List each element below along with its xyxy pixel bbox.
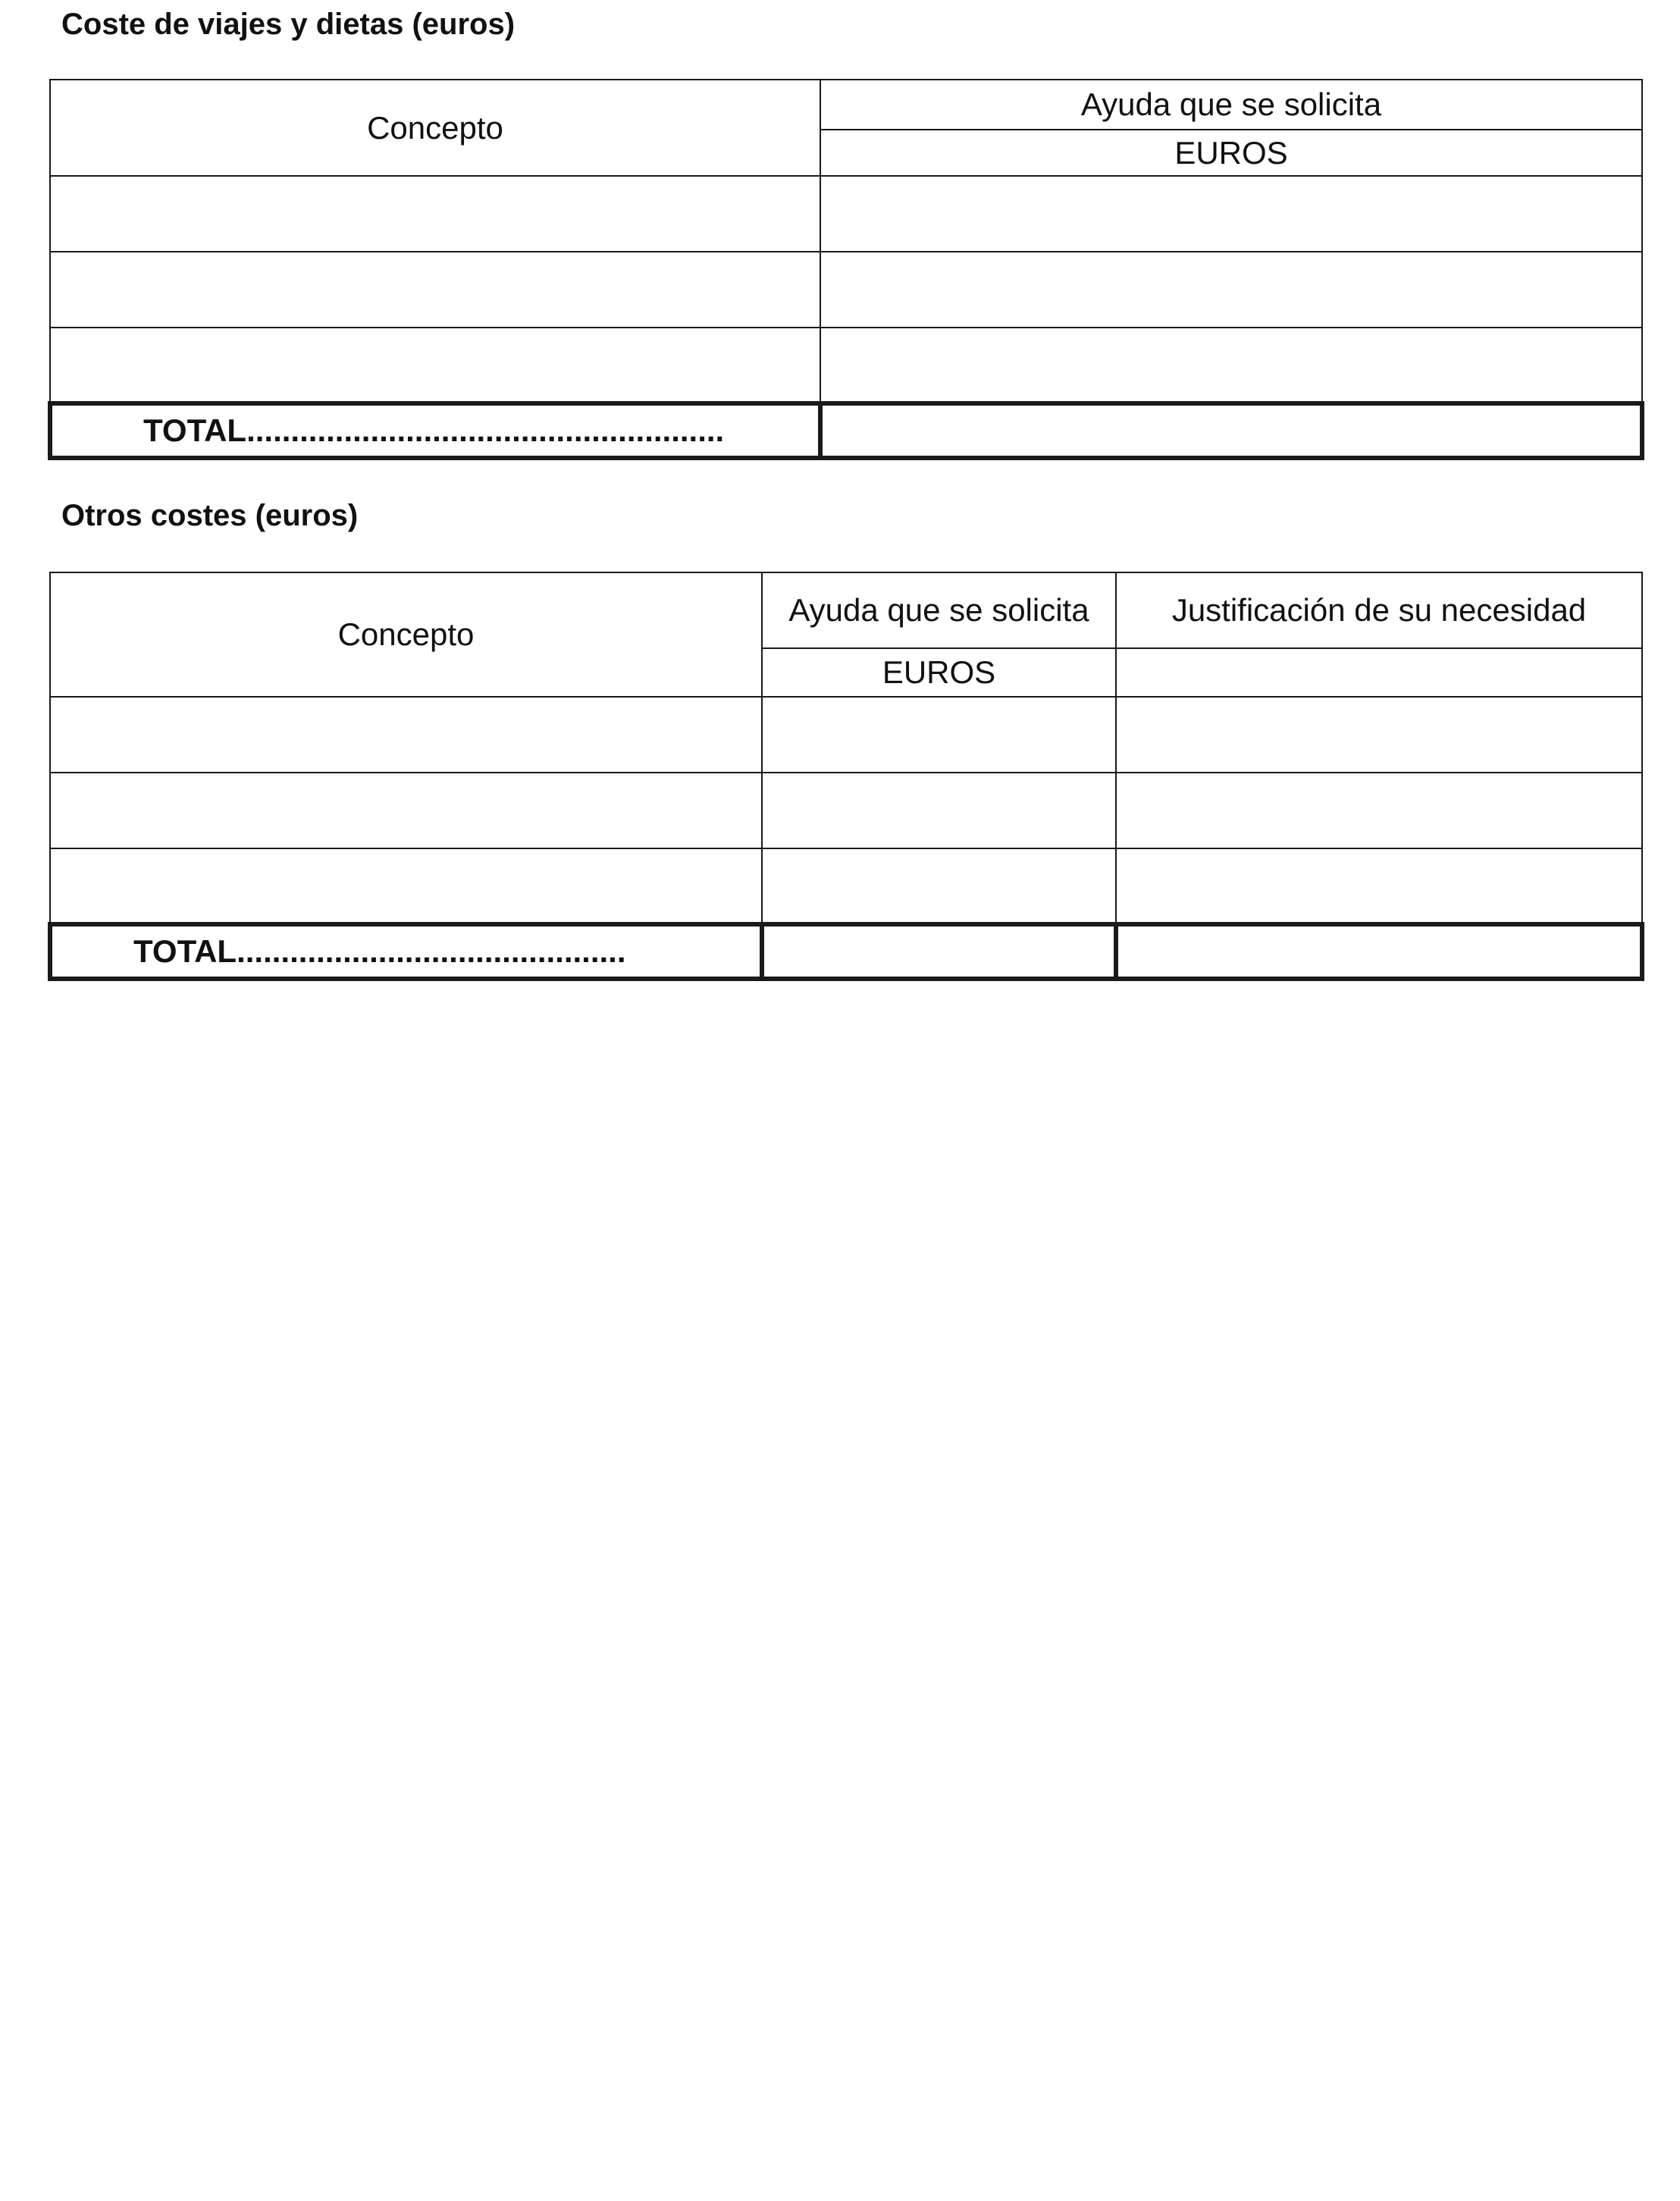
total-label: TOTAL......................................................: [143, 412, 725, 449]
concepto-cell[interactable]: [50, 697, 762, 773]
header-concepto: Concepto: [50, 572, 762, 697]
section-title-travel-costs: Coste de viajes y dietas (euros): [61, 8, 516, 41]
travel-costs-table: [48, 79, 1644, 460]
total-label-cell: [50, 403, 820, 458]
header-concepto: Concepto: [50, 80, 820, 176]
table-row: [50, 773, 1642, 848]
concepto-cell[interactable]: [50, 848, 762, 924]
euros-cell[interactable]: [820, 176, 1642, 252]
euros-cell[interactable]: [820, 252, 1642, 328]
justificacion-cell[interactable]: [1116, 773, 1642, 848]
table-row: [50, 176, 1642, 252]
table-row: [50, 252, 1642, 328]
total-row: [50, 924, 1642, 979]
header-euros: EUROS: [762, 648, 1116, 697]
total-euros-cell[interactable]: [762, 924, 1116, 979]
total-euros-cell[interactable]: [820, 403, 1642, 458]
concepto-cell[interactable]: [50, 252, 820, 328]
concepto-cell[interactable]: [50, 176, 820, 252]
table-row: [50, 697, 1642, 773]
other-costs-table: [48, 572, 1644, 981]
justificacion-header-blank-cell[interactable]: [1116, 648, 1642, 697]
header-ayuda-solicita: Ayuda que se solicita: [762, 572, 1116, 648]
concepto-cell[interactable]: [50, 328, 820, 403]
total-row: [50, 403, 1642, 458]
euros-cell[interactable]: [762, 848, 1116, 924]
header-ayuda-solicita: Ayuda que se solicita: [820, 80, 1642, 130]
euros-cell[interactable]: [820, 328, 1642, 403]
header-justificacion: Justificación de su necesidad: [1116, 572, 1642, 648]
table-row: [50, 848, 1642, 924]
euros-cell[interactable]: [762, 697, 1116, 773]
table-row: [50, 328, 1642, 403]
concepto-cell[interactable]: [50, 773, 762, 848]
justificacion-cell[interactable]: [1116, 697, 1642, 773]
euros-cell[interactable]: [762, 773, 1116, 848]
total-justificacion-cell[interactable]: [1116, 924, 1642, 979]
header-euros: EUROS: [820, 130, 1642, 176]
section-title-other-costs: Otros costes (euros): [61, 499, 359, 532]
justificacion-cell[interactable]: [1116, 848, 1642, 924]
total-label: TOTAL............................................: [133, 933, 626, 970]
total-label-cell: [50, 924, 762, 979]
